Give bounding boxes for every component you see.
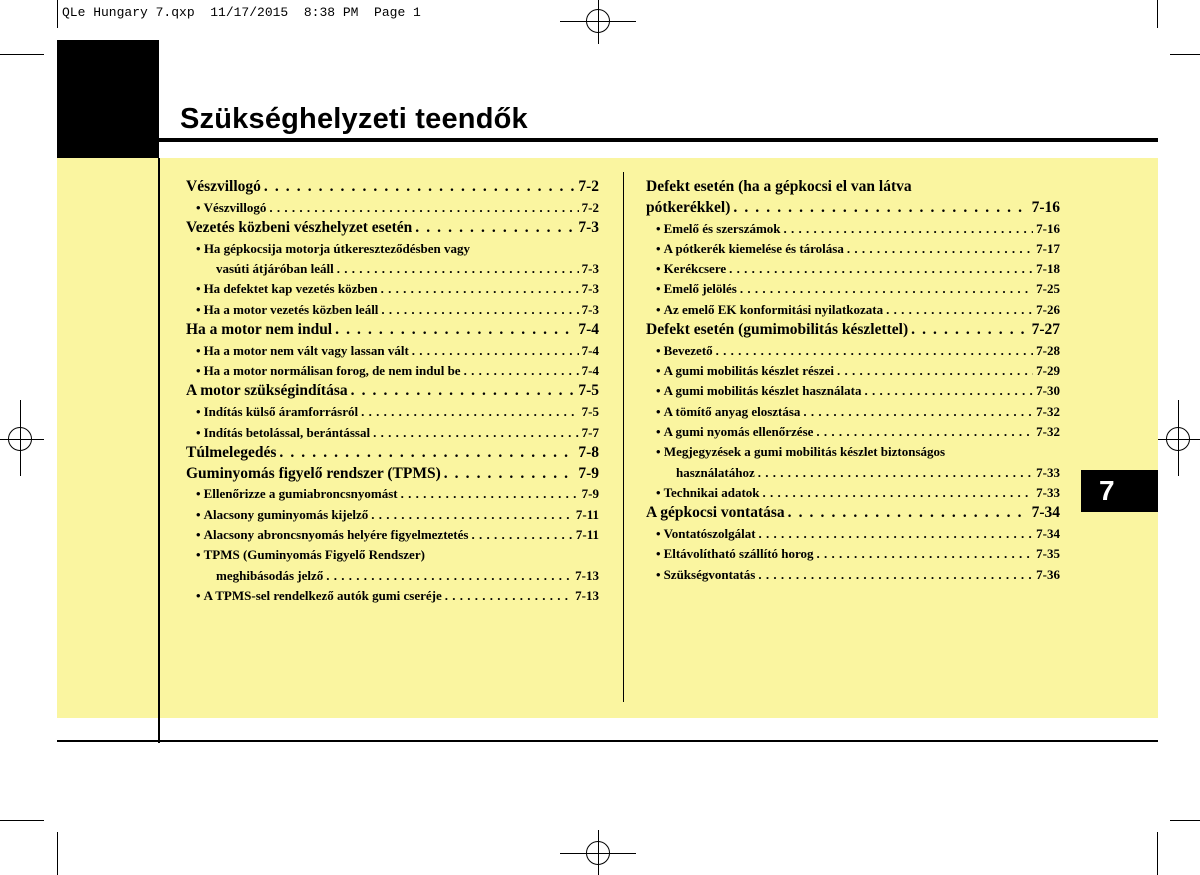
- toc-entry-label: [656, 402, 800, 422]
- toc-entry-label: [676, 463, 755, 483]
- toc-section-entry[interactable]: [186, 177, 599, 198]
- toc-entry-label: [646, 198, 730, 219]
- toc-entry-label: [656, 341, 713, 361]
- toc-section-entry[interactable]: [646, 503, 1060, 524]
- leader-dots: [759, 524, 1034, 544]
- print-slug: QLe Hungary 7.qxp 11/17/2015 8:38 PM Page 1: [62, 5, 421, 20]
- toc-entry-label: Megjegyzések a gumi mobilitás készlet biztonságos: [663, 444, 946, 460]
- toc-entry-label: TPMS (Guminyomás Figyelő Rendszer): [203, 547, 425, 563]
- toc-entry-label: [656, 422, 813, 442]
- chapter-tab: 7: [1081, 470, 1158, 512]
- toc-section-entry[interactable]: [186, 320, 599, 341]
- leader-dots: [401, 484, 579, 504]
- toc-entry-label: [216, 566, 323, 586]
- toc-entry-label: [186, 177, 261, 198]
- toc-entry-label: [656, 544, 814, 564]
- toc-entry-label: [656, 219, 781, 239]
- toc-subsection-entry[interactable]: [646, 361, 1060, 381]
- toc-entry-text: Indítás külső áramforrásról: [203, 404, 359, 420]
- bullet-icon: •: [196, 424, 201, 440]
- bullet-icon: •: [196, 301, 201, 317]
- chapter-header-block-tail: [57, 140, 159, 158]
- toc-entry-label: [196, 279, 378, 299]
- toc-right-column: [646, 177, 1060, 585]
- leader-dots: [758, 463, 1033, 483]
- chapter-header-block: [57, 40, 159, 140]
- bullet-icon: •: [196, 404, 201, 420]
- toc-entry-text: Ha defektet kap vezetés közben: [203, 281, 378, 297]
- toc-section-entry[interactable]: [186, 381, 599, 402]
- bullet-icon: •: [196, 363, 201, 379]
- toc-page-number: 7-2: [581, 199, 599, 215]
- toc-page-number: 7-4: [581, 363, 599, 379]
- bullet-icon: •: [196, 506, 201, 522]
- toc-section-entry[interactable]: [186, 218, 599, 239]
- toc-entry-text: A TPMS-sel rendelkező autók gumi cseréje: [203, 587, 442, 603]
- bullet-icon: •: [656, 363, 661, 379]
- leader-dots: [733, 198, 1028, 219]
- toc-entry-text: Vészvillogó: [203, 199, 267, 215]
- bullet-icon: •: [196, 486, 201, 502]
- leader-dots: [803, 402, 1033, 422]
- toc-entry-text: Technikai adatok: [663, 484, 760, 500]
- toc-entry-text: A gumi nyomás ellenőrzése: [663, 424, 814, 440]
- toc-entry-text: Vezetés közbeni vészhelyzet esetén: [186, 219, 413, 237]
- toc-subsection-entry[interactable]: [646, 239, 1060, 259]
- toc-entry-label: [656, 239, 844, 259]
- toc-entry-text: Ha a motor normálisan forog, de nem indul be: [203, 363, 461, 379]
- toc-subsection-entry[interactable]: [186, 361, 599, 381]
- toc-subsection-entry[interactable]: [646, 219, 1060, 239]
- toc-page-number: 7-16: [1036, 220, 1060, 236]
- toc-subsection-entry[interactable]: [646, 422, 1060, 442]
- leader-dots: [269, 198, 578, 218]
- bullet-icon: •: [656, 403, 661, 419]
- toc-page-number: 7-5: [578, 382, 599, 400]
- toc-page-number: 7-9: [581, 486, 599, 502]
- toc-entry-label: [196, 402, 358, 422]
- leader-dots: [326, 566, 572, 586]
- toc-section-entry[interactable]: [646, 198, 1060, 219]
- toc-entry-label: [656, 300, 883, 320]
- leader-dots: [444, 464, 576, 485]
- toc-entry-label: [186, 464, 441, 485]
- toc-page-number: 7-11: [575, 527, 599, 543]
- toc-subsection-entry[interactable]: [186, 566, 599, 586]
- toc-entry-text: Az emelő EK konformitási nyilatkozata: [663, 301, 884, 317]
- leader-dots: [335, 320, 575, 341]
- leader-dots: [864, 381, 1033, 401]
- toc-entry-text: Guminyomás figyelő rendszer (TPMS): [186, 464, 441, 482]
- toc-entry-text: Kerékcsere: [663, 261, 727, 277]
- toc-page-number: 7-33: [1036, 484, 1060, 500]
- leader-dots: [351, 381, 576, 402]
- bullet-icon: •: [656, 220, 661, 236]
- toc-entry-label: [656, 565, 755, 585]
- bullet-icon: •: [656, 484, 661, 500]
- toc-page-number: 7-16: [1031, 198, 1060, 216]
- toc-subsection-entry[interactable]: [186, 300, 599, 320]
- toc-entry-label: Defekt esetén (ha a gépkocsi el van látva: [646, 178, 912, 195]
- toc-page-number: 7-4: [581, 342, 599, 358]
- toc-entry-label: [216, 259, 334, 279]
- toc-entry-label: [656, 361, 834, 381]
- page-title: Szükséghelyzeti teendők: [180, 103, 528, 135]
- toc-entry-text: Emelő és szerszámok: [663, 220, 781, 236]
- toc-entry-label: [196, 423, 370, 443]
- toc-page-number: 7-34: [1031, 504, 1060, 522]
- toc-entry-text: Eltávolítható szállító horog: [663, 546, 814, 562]
- toc-entry-line[interactable]: [646, 442, 1060, 462]
- toc-page-number: 7-9: [578, 464, 599, 482]
- toc-entry-label: [186, 381, 348, 402]
- toc-entry-line[interactable]: [646, 177, 1060, 198]
- toc-entry-label: [656, 524, 756, 544]
- leader-dots: [471, 525, 572, 545]
- toc-page-number: 7-25: [1036, 281, 1060, 297]
- toc-page-number: 7-34: [1036, 526, 1060, 542]
- toc-subsection-entry[interactable]: [186, 505, 599, 525]
- leader-dots: [361, 402, 579, 422]
- bullet-icon: •: [656, 301, 661, 317]
- toc-page-number: 7-3: [581, 261, 599, 277]
- toc-entry-text: pótkerékkel): [646, 198, 731, 216]
- bullet-icon: •: [656, 526, 661, 542]
- toc-subsection-entry[interactable]: [646, 381, 1060, 401]
- toc-entry-label: Ha gépkocsija motorja útkereszteződésben vagy: [203, 240, 471, 256]
- bullet-icon: •: [656, 261, 661, 277]
- toc-subsection-entry[interactable]: [186, 259, 599, 279]
- bullet-icon: •: [656, 342, 661, 358]
- toc-entry-label: [196, 525, 468, 545]
- toc-entry-text: A gumi mobilitás készlet használata: [663, 383, 862, 399]
- toc-subsection-entry[interactable]: [646, 524, 1060, 544]
- toc-page-number: 7-27: [1031, 321, 1060, 339]
- toc-entry-text: Ha a motor vezetés közben leáll: [203, 301, 379, 317]
- toc-entry-label: [656, 483, 760, 503]
- toc-subsection-entry[interactable]: [186, 586, 599, 606]
- toc-entry-text: Ellenőrizze a gumiabroncsnyomást: [203, 486, 398, 502]
- toc-page-number: 7-18: [1036, 261, 1060, 277]
- toc-page-number: 7-36: [1036, 566, 1060, 582]
- toc-entry-line[interactable]: [186, 545, 599, 565]
- toc-page-number: 7-17: [1036, 240, 1060, 256]
- toc-subsection-entry[interactable]: [646, 544, 1060, 564]
- toc-page-number: 7-26: [1036, 301, 1060, 317]
- bullet-icon: •: [656, 444, 664, 460]
- leader-dots: [279, 443, 575, 464]
- bullet-icon: •: [196, 587, 201, 603]
- toc-subsection-entry[interactable]: [646, 300, 1060, 320]
- leader-dots: [729, 259, 1033, 279]
- leader-dots: [415, 218, 575, 239]
- toc-entry-label: [186, 320, 332, 341]
- leader-dots: [337, 259, 579, 279]
- toc-subsection-entry[interactable]: [186, 525, 599, 545]
- footer-rule: [57, 740, 1158, 742]
- toc-subsection-entry[interactable]: [186, 402, 599, 422]
- toc-entry-line[interactable]: [186, 239, 599, 259]
- toc-page-number: 7-8: [578, 443, 599, 461]
- toc-page-number: 7-28: [1036, 342, 1060, 358]
- column-divider: [623, 172, 624, 702]
- toc-page-number: 7-3: [581, 281, 599, 297]
- bullet-icon: •: [656, 240, 661, 256]
- toc-page-number: 7-29: [1036, 363, 1060, 379]
- leader-dots: [371, 505, 573, 525]
- toc-entry-label: [656, 381, 861, 401]
- toc-section-entry[interactable]: [186, 464, 599, 485]
- toc-page-number: 7-13: [575, 587, 599, 603]
- leader-dots: [373, 423, 579, 443]
- bullet-icon: •: [196, 240, 204, 256]
- toc-subsection-entry[interactable]: [186, 279, 599, 299]
- toc-subsection-entry[interactable]: [646, 483, 1060, 503]
- toc-entry-label: [196, 198, 266, 218]
- toc-page-number: 7-2: [578, 178, 599, 195]
- toc-entry-text: meghibásodás jelző: [216, 567, 324, 583]
- leader-dots: [740, 279, 1033, 299]
- leader-dots: [381, 279, 579, 299]
- toc-entry-label: [196, 586, 442, 606]
- toc-page-number: 7-32: [1036, 424, 1060, 440]
- bullet-icon: •: [656, 383, 661, 399]
- toc-subsection-entry[interactable]: [186, 198, 599, 218]
- toc-entry-text: Alacsony guminyomás kijelző: [203, 506, 369, 522]
- bullet-icon: •: [196, 527, 201, 543]
- leader-dots: [264, 177, 575, 198]
- toc-page-number: 7-30: [1036, 383, 1060, 399]
- toc-subsection-entry[interactable]: [186, 484, 599, 504]
- toc-entry-label: [656, 259, 726, 279]
- toc-subsection-entry[interactable]: [186, 423, 599, 443]
- toc-page-number: 7-33: [1036, 464, 1060, 480]
- toc-page-number: 7-4: [578, 321, 599, 339]
- toc-page-number: 7-11: [575, 506, 599, 522]
- toc-entry-text: Ha a motor nem vált vagy lassan vált: [203, 342, 409, 358]
- bullet-icon: •: [656, 424, 661, 440]
- toc-section-entry[interactable]: [186, 443, 599, 464]
- bullet-icon: •: [656, 546, 661, 562]
- toc-entry-label: [186, 218, 412, 239]
- toc-entry-text: Vontatószolgálat: [663, 526, 756, 542]
- title-rule: [159, 138, 1158, 142]
- margin-divider: [158, 158, 160, 743]
- leader-dots: [816, 422, 1033, 442]
- toc-entry-text: vasúti átjáróban leáll: [216, 261, 334, 277]
- toc-page-number: 7-35: [1036, 546, 1060, 562]
- toc-entry-text: A motor szükségindítása: [186, 382, 348, 400]
- toc-subsection-entry[interactable]: [646, 565, 1060, 585]
- leader-dots: [763, 483, 1034, 503]
- toc-page-number: 7-32: [1036, 403, 1060, 419]
- toc-entry-label: [196, 341, 409, 361]
- bullet-icon: •: [656, 566, 661, 582]
- toc-entry-label: [196, 505, 368, 525]
- toc-entry-text: Bevezető: [663, 342, 713, 358]
- toc-entry-text: A gumi mobilitás készlet részei: [663, 363, 834, 379]
- toc-section-entry[interactable]: [646, 320, 1060, 341]
- toc-entry-text: Vészvillogó: [186, 178, 261, 195]
- bullet-icon: •: [196, 199, 201, 215]
- leader-dots: [911, 320, 1028, 341]
- leader-dots: [716, 341, 1034, 361]
- toc-page-number: 7-7: [581, 424, 599, 440]
- toc-entry-text: Emelő jelölés: [663, 281, 737, 297]
- bullet-icon: •: [196, 547, 204, 563]
- toc-entry-text: A gépkocsi vontatása: [646, 504, 785, 522]
- toc-subsection-entry[interactable]: [646, 259, 1060, 279]
- toc-entry-label: [656, 279, 737, 299]
- toc-entry-label: [646, 320, 908, 341]
- toc-entry-text: Defekt esetén (gumimobilitás készlettel): [646, 321, 909, 339]
- leader-dots: [412, 341, 579, 361]
- leader-dots: [381, 300, 578, 320]
- toc-subsection-entry[interactable]: [646, 279, 1060, 299]
- toc-entry-text: használatához: [676, 464, 755, 480]
- toc-entry-label: [186, 443, 276, 464]
- toc-subsection-entry[interactable]: [186, 341, 599, 361]
- bullet-icon: •: [656, 281, 661, 297]
- toc-entry-text: Szükségvontatás: [663, 566, 756, 582]
- toc-subsection-entry[interactable]: [646, 341, 1060, 361]
- leader-dots: [817, 544, 1034, 564]
- leader-dots: [886, 300, 1033, 320]
- toc-entry-text: A tömítő anyag elosztása: [663, 403, 801, 419]
- leader-dots: [847, 239, 1033, 259]
- toc-page-number: 7-5: [581, 404, 599, 420]
- toc-entry-text: A pótkerék kiemelése és tárolása: [663, 240, 844, 256]
- leader-dots: [837, 361, 1033, 381]
- toc-subsection-entry[interactable]: [646, 402, 1060, 422]
- toc-entry-text: Ha a motor nem indul: [186, 321, 333, 339]
- toc-subsection-entry[interactable]: [646, 463, 1060, 483]
- toc-entry-text: Alacsony abroncsnyomás helyére figyelmeztetés: [203, 527, 469, 543]
- toc-entry-label: [196, 361, 461, 381]
- bullet-icon: •: [196, 281, 201, 297]
- toc-page-number: 7-3: [581, 301, 599, 317]
- leader-dots: [445, 586, 572, 606]
- toc-entry-text: Túlmelegedés: [186, 443, 277, 461]
- toc-page-number: 7-3: [578, 219, 599, 237]
- toc-page-number: 7-13: [575, 567, 599, 583]
- toc-entry-label: [196, 484, 398, 504]
- leader-dots: [464, 361, 579, 381]
- toc-entry-label: [196, 300, 378, 320]
- toc-left-column: [186, 177, 599, 606]
- bullet-icon: •: [196, 342, 201, 358]
- toc-entry-label: [646, 503, 785, 524]
- leader-dots: [788, 503, 1029, 524]
- leader-dots: [784, 219, 1034, 239]
- toc-entry-text: Indítás betolással, berántással: [203, 424, 371, 440]
- leader-dots: [758, 565, 1033, 585]
